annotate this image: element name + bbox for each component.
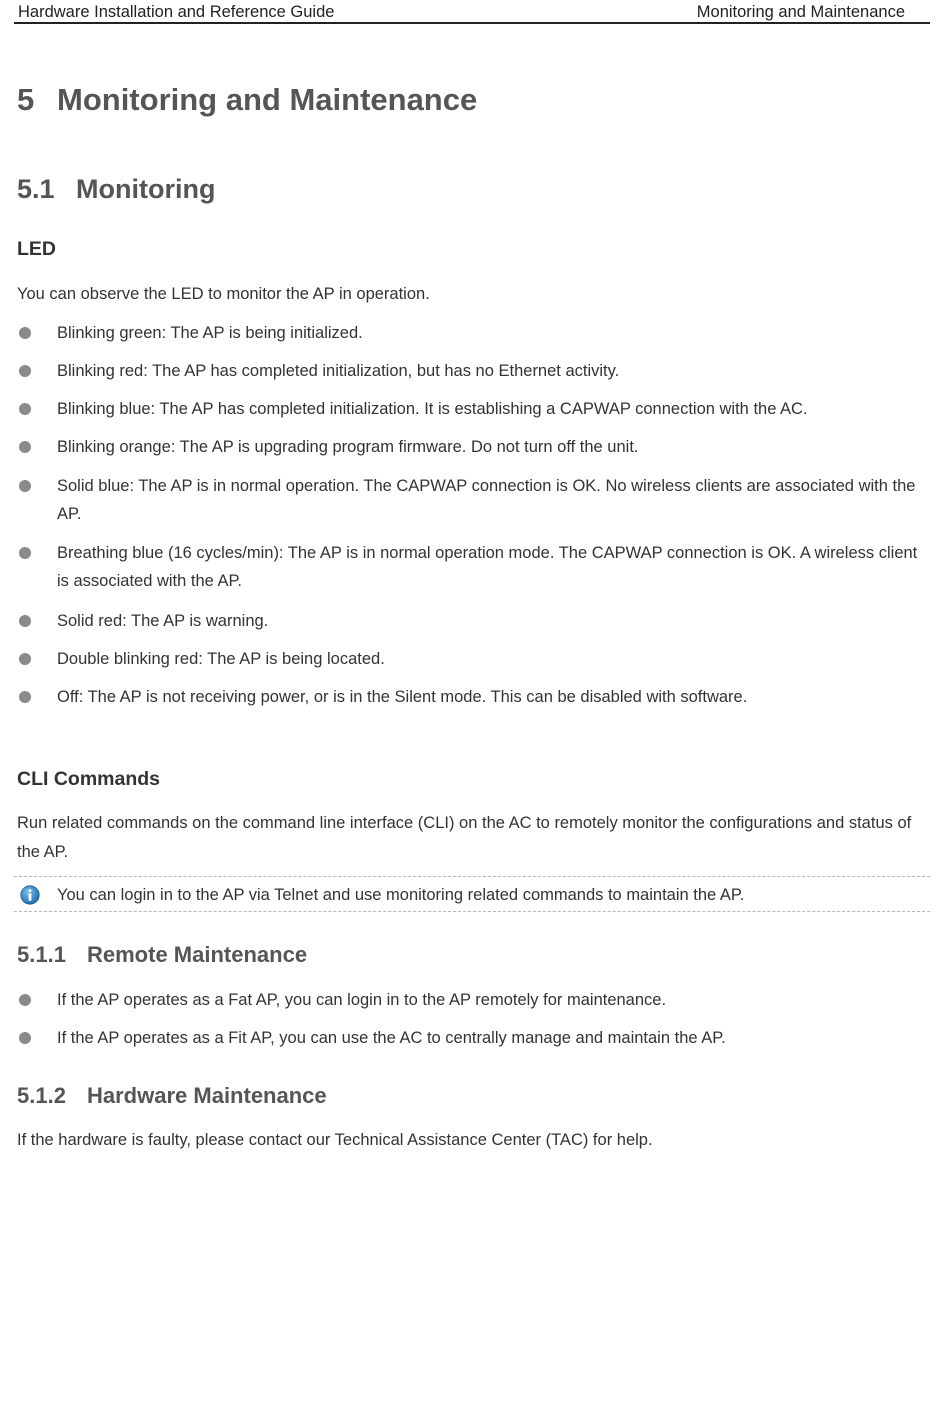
list-item: Solid blue: The AP is in normal operation. The CAPWAP connection is OK. No wireless clients are associated with the AP. — [18, 472, 928, 528]
running-header — [14, 3, 930, 24]
section-number: 5.1 — [17, 174, 55, 204]
cli-text: Run related commands on the command line interface (CLI) on the AC to remotely monitor the configurations and status of the AP. — [17, 814, 912, 861]
cli-heading: CLI Commands — [17, 768, 161, 790]
bullet-icon — [19, 547, 31, 559]
bullet-icon — [19, 653, 31, 665]
chapter-title: Monitoring and Maintenance — [57, 82, 478, 117]
list-item: Off: The AP is not receiving power, or is in the Silent mode. This can be disabled with software. — [18, 683, 928, 711]
list-item: Blinking green: The AP is being initialized. — [18, 319, 928, 347]
list-item: If the AP operates as a Fat AP, you can login in to the AP remotely for maintenance. — [18, 986, 928, 1014]
list-item: Blinking orange: The AP is upgrading program firmware. Do not turn off the unit. — [18, 433, 928, 461]
led-heading: LED — [17, 238, 56, 260]
subsection-title: Hardware Maintenance — [87, 1083, 327, 1108]
list-item: Blinking red: The AP has completed initialization, but has no Ethernet activity. — [18, 357, 928, 385]
chapter-heading — [17, 82, 477, 118]
bullet-icon — [19, 365, 31, 377]
hardware-text: If the hardware is faulty, please contact our Technical Assistance Center (TAC) for help. — [17, 1131, 653, 1149]
subsection-number: 5.1.1 — [17, 942, 66, 967]
section-title: Monitoring — [76, 174, 216, 204]
subsection-remote-heading — [17, 942, 307, 968]
chapter-number: 5 — [17, 82, 35, 117]
bullet-icon — [19, 480, 31, 492]
note-text: You can login in to the AP via Telnet and use monitoring related commands to maintain the AP. — [57, 886, 745, 904]
bullet-icon — [19, 403, 31, 415]
list-item: Blinking blue: The AP has completed initialization. It is establishing a CAPWAP connection with the AC. — [18, 395, 928, 423]
bullet-icon — [19, 327, 31, 339]
note-box — [14, 876, 930, 912]
header-guide-title: Hardware Installation and Reference Guide — [18, 3, 335, 21]
list-item: Breathing blue (16 cycles/min): The AP is in normal operation mode. The CAPWAP connection is OK. A wireless client is associated with the AP. — [18, 539, 928, 595]
header-chapter-title: Monitoring and Maintenance — [696, 3, 905, 21]
bullet-icon — [19, 994, 31, 1006]
subsection-title: Remote Maintenance — [87, 942, 308, 967]
bullet-icon — [19, 441, 31, 453]
subsection-number: 5.1.2 — [17, 1083, 66, 1108]
subsection-hardware-heading — [17, 1083, 327, 1109]
list-item: If the AP operates as a Fit AP, you can use the AC to centrally manage and maintain the AP. — [18, 1024, 928, 1052]
list-item: Double blinking red: The AP is being located. — [18, 645, 928, 673]
info-icon — [20, 885, 40, 905]
section-heading — [17, 174, 215, 205]
bullet-icon — [19, 1032, 31, 1044]
list-item: Solid red: The AP is warning. — [18, 607, 928, 635]
bullet-icon — [19, 691, 31, 703]
led-intro: You can observe the LED to monitor the AP in operation. — [17, 285, 430, 303]
bullet-icon — [19, 615, 31, 627]
